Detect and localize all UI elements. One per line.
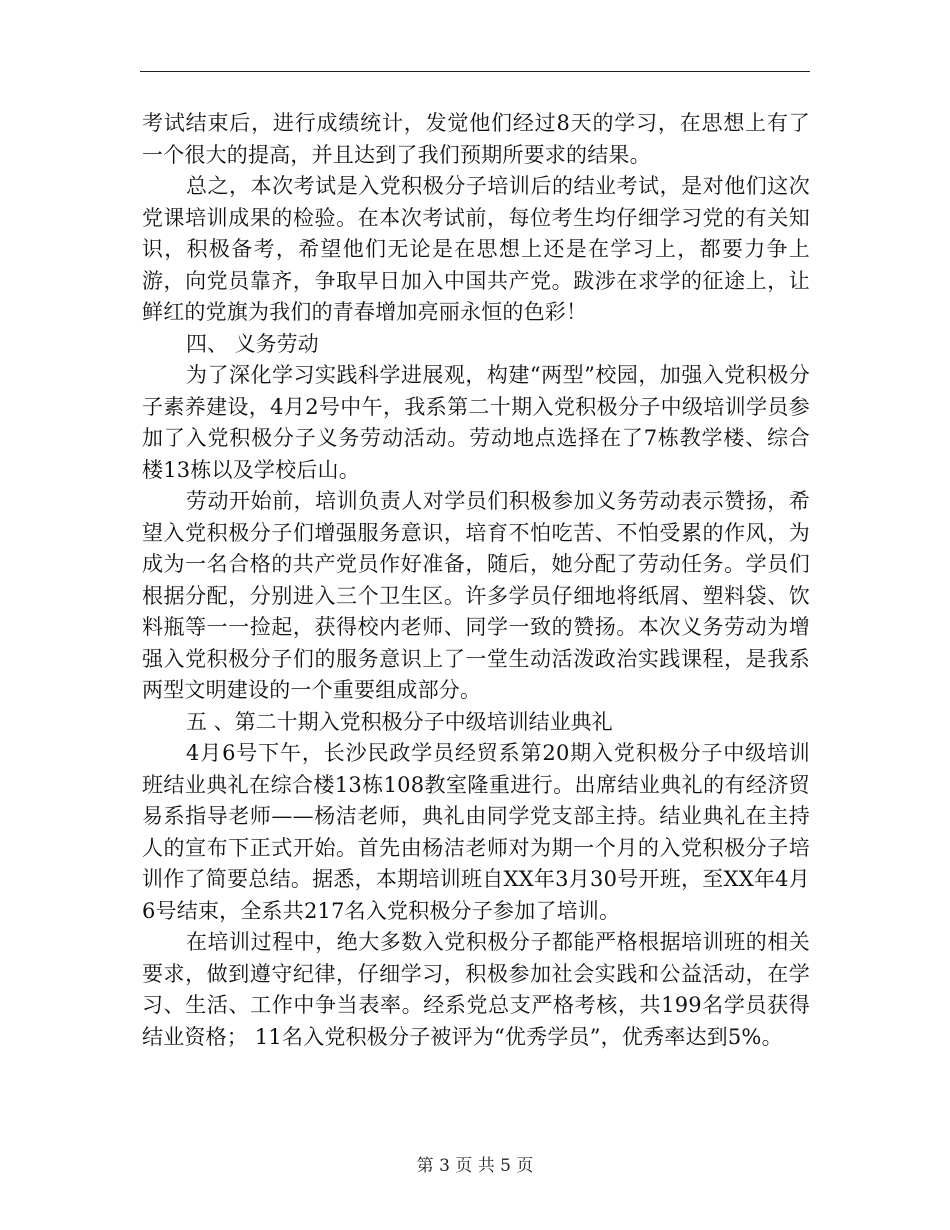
paragraph-ceremony-intro: 4月6号下午，长沙民政学员经贸系第20期入党积极分子中级培训班结业典礼在综合楼13栋108教室隆重进行。出席结业典礼的有经济贸易系指导老师——杨洁老师，典礼由同学党支部主持。结业典礼在主持人的宣布下正式开始。首先由杨洁老师对为期一个月的入党积极分子培训作了简要总结。据悉，本期培训班自XX年3月30号开班，至XX年4月6号结束，全系共217名入党积极分子参加了培训。 [142, 741, 810, 923]
paragraph-labor-intro: 为了深化学习实践科学进展观，构建“两型”校园，加强入党积极分子素养建设，4月2号中午，我系第二十期入党积极分子中级培训学员参加了入党积极分子义务劳动活动。劳动地点选择在了7栋教学楼、综合楼13栋以及学校后山。 [142, 363, 810, 482]
paragraph-exam-results: 考试结束后，进行成绩统计，发觉他们经过8天的学习，在思想上有了一个很大的提高，并且达到了我们预期所要求的结果。 [142, 111, 810, 167]
section-heading-volunteer-labor: 四、 义务劳动 [186, 331, 319, 356]
paragraph-ceremony-results: 在培训过程中，绝大多数入党积极分子都能严格根据培训班的相关要求，做到遵守纪律，仔细学习，积极参加社会实践和公益活动，在学习、生活、工作中争当表率。经系党总支严格考核，共199名学员获得结业资格； 11名入党积极分子被评为“优秀学员”，优秀率达到5%。 [142, 930, 810, 1049]
header-rule [140, 71, 810, 72]
paragraph-labor-details: 劳动开始前，培训负责人对学员们积极参加义务劳动表示赞扬，希望入党积极分子们增强服务意识，培育不怕吃苦、不怕受累的作风，为成为一名合格的共产党员作好准备，随后，她分配了劳动任务。学员们根据分配，分别进入三个卫生区。许多学员仔细地将纸屑、塑料袋、饮料瓶等一一捡起，获得校内老师、同学一致的赞扬。本次义务劳动为增强入党积极分子们的服务意识上了一堂生动活泼政治实践课程，是我系两型文明建设的一个重要组成部分。 [142, 489, 810, 702]
section-heading-graduation-ceremony: 五 、第二十期入党积极分子中级培训结业典礼 [186, 709, 613, 734]
paragraph-exam-summary: 总之，本次考试是入党积极分子培训后的结业考试，是对他们这次党课培训成果的检验。在本次考试前，每位考生均仔细学习党的有关知识，积极备考，希望他们无论是在思想上还是在学习上，都要力争上游，向党员靠齐，争取早日加入中国共产党。跋涉在求学的征途上，让鲜红的党旗为我们的青春增加亮丽永恒的色彩！ [142, 174, 810, 324]
document-body [142, 108, 810, 1053]
page-number-footer: 第 3 页 共 5 页 [416, 1156, 534, 1176]
